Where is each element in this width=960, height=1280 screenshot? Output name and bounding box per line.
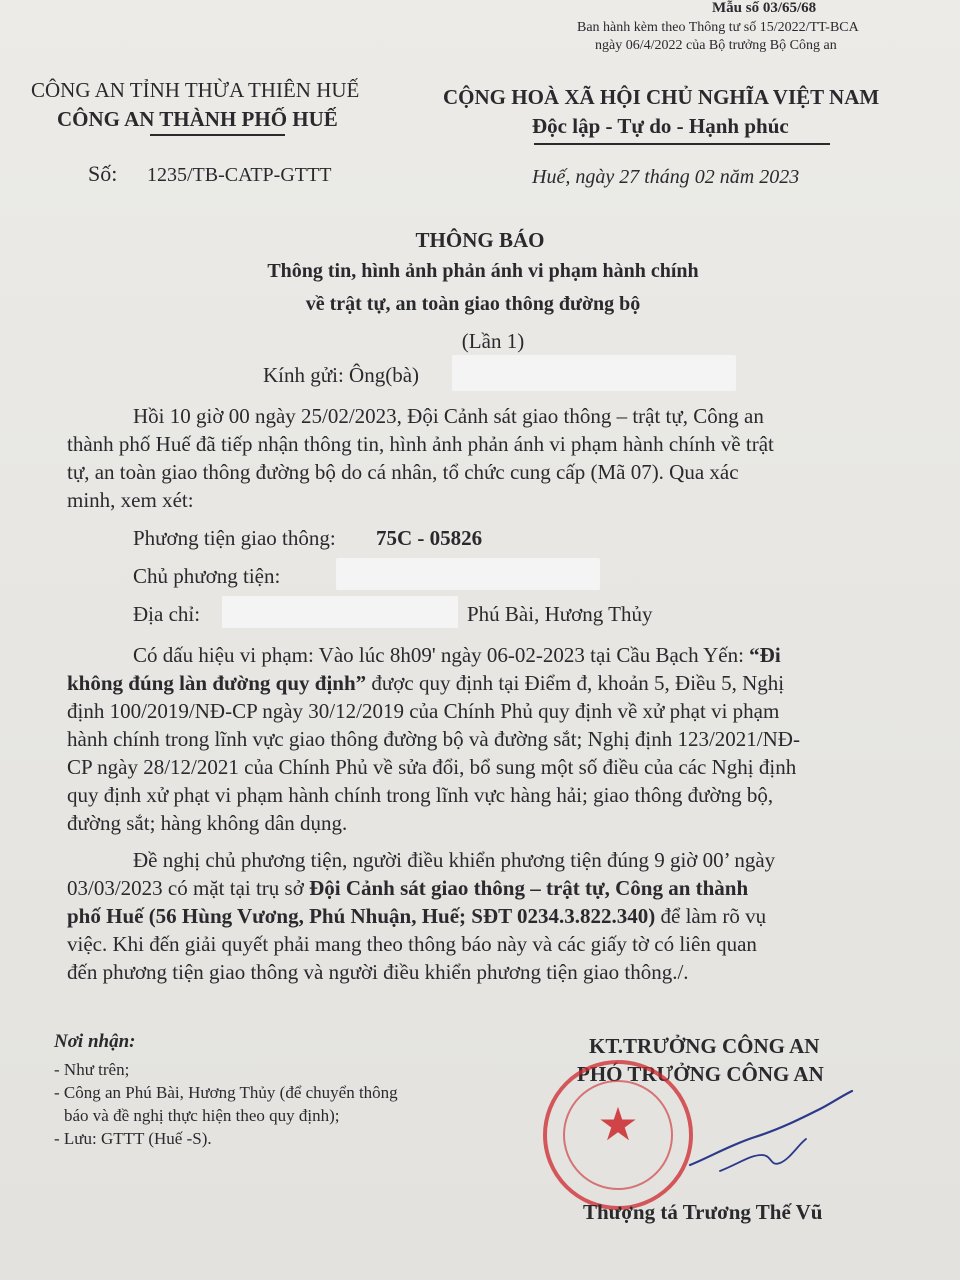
request-line-4: việc. Khi đến giải quyết phải mang theo thông báo này và các giấy tờ có liên quan <box>67 932 757 956</box>
edition-label: (Lần 1) <box>461 329 525 353</box>
doc-number-value: 1235/TB-CATP-GTTT <box>147 164 332 186</box>
issued-note-line2: ngày 06/4/2022 của Bộ trưởng Bộ Công an <box>595 38 837 53</box>
owner-label: Chủ phương tiện: <box>133 564 281 588</box>
signer-name: Thượng tá Trương Thế Vũ <box>583 1200 823 1224</box>
country-name: CỘNG HOÀ XÃ HỘI CHỦ NGHĨA VIỆT NAM <box>443 85 880 109</box>
violation-line-3: định 100/2019/NĐ-CP ngày 30/12/2019 của Chính Phủ quy định về xử phạt vi phạm <box>67 699 780 723</box>
request-line-5: đến phương tiện giao thông và người điều khiển phương tiện giao thông./. <box>67 960 689 984</box>
recipients-item-2-line-1: - Công an Phú Bài, Hương Thủy (để chuyển thông <box>54 1083 398 1102</box>
intro-line-4: minh, xem xét: <box>67 488 194 512</box>
document-subtitle-2: về trật tự, an toàn giao thông đường bộ <box>305 293 641 315</box>
violation-line-1-text: Có dấu hiệu vi phạm: Vào lúc 8h09' ngày 06-02-2023 tại Cầu Bạch Yến: <box>133 643 744 667</box>
intro-line-1: Hồi 10 giờ 00 ngày 25/02/2023, Đội Cảnh sát giao thông – trật tự, Công an <box>133 404 764 428</box>
recipient-label: Kính gửi: Ông(bà) <box>263 363 420 387</box>
request-line-3-text: để làm rõ vụ <box>660 904 767 928</box>
place-date: Huế, ngày 27 tháng 02 năm 2023 <box>532 166 800 188</box>
issued-note-line1: Ban hành kèm theo Thông tư số 15/2022/TT-BCA <box>577 20 859 35</box>
signature-title-2: PHÓ TRƯỞNG CÔNG AN <box>577 1062 824 1086</box>
agency-name: CÔNG AN THÀNH PHỐ HUẾ <box>57 107 338 131</box>
violation-line-7: đường sắt; hàng không dân dụng. <box>67 811 348 835</box>
motto-underline <box>534 143 830 145</box>
plate-label: Phương tiện giao thông: <box>133 526 336 550</box>
seal-star-icon: ★ <box>597 1099 639 1150</box>
request-line-2 <box>67 876 748 901</box>
star-seal-icon <box>543 1060 693 1210</box>
violation-line-6: quy định xử phạt vi phạm hành chính trong lĩnh vực hàng hải; giao thông đường bộ, <box>67 783 774 807</box>
violation-line-2 <box>67 671 784 696</box>
form-number: Mẫu số 03/65/68 <box>712 0 817 16</box>
agency-parent: CÔNG AN TỈNH THỪA THIÊN HUẾ <box>31 78 360 102</box>
agency-underline <box>150 134 285 136</box>
request-line-3 <box>67 904 766 929</box>
recipients-item-1: - Như trên; <box>54 1060 130 1079</box>
request-office-address: phố Huế (56 Hùng Vương, Phú Nhuận, Huế; SĐT 0234.3.822.340) <box>67 904 656 928</box>
address-label: Địa chỉ: <box>133 602 201 626</box>
signature-title-1: KT.TRƯỞNG CÔNG AN <box>589 1034 820 1058</box>
address-value: Phú Bài, Hương Thủy <box>467 602 653 626</box>
handwritten-signature-icon <box>680 1085 880 1195</box>
recipients-item-2-line-2: báo và đề nghị thực hiện theo quy định); <box>64 1106 340 1125</box>
recipients-heading: Nơi nhận: <box>54 1031 136 1052</box>
violation-name: không đúng làn đường quy định” <box>67 671 367 695</box>
doc-number-label: Số: <box>88 161 118 186</box>
intro-line-2: thành phố Huế đã tiếp nhận thông tin, hình ảnh phản ánh vi phạm hành chính về trật <box>67 432 774 456</box>
document-subtitle-1: Thông tin, hình ảnh phản ánh vi phạm hành chính <box>267 260 699 282</box>
violation-line-4: hành chính trong lĩnh vực giao thông đường bộ và đường sắt; Nghị định 123/2021/NĐ- <box>67 727 800 751</box>
document-title: THÔNG BÁO <box>415 228 545 252</box>
violation-line-5: CP ngày 28/12/2021 của Chính Phủ về sửa đổi, bổ sung một số điều của các Nghị định <box>67 755 797 779</box>
request-office: Đội Cảnh sát giao thông – trật tự, Công an thành <box>309 876 749 900</box>
recipient-name-redacted <box>452 355 736 391</box>
request-line-1: Đề nghị chủ phương tiện, người điều khiển phương tiện đúng 9 giờ 00’ ngày <box>133 848 776 872</box>
request-line-2-text: 03/03/2023 có mặt tại trụ sở <box>67 876 304 900</box>
violation-line-1-bold: “Đi <box>749 643 781 667</box>
plate-value: 75C - 05826 <box>376 526 483 550</box>
intro-line-3: tự, an toàn giao thông đường bộ do cá nhân, tổ chức cung cấp (Mã 07). Qua xác <box>67 460 739 484</box>
address-redacted <box>222 596 458 628</box>
violation-line-2-text: được quy định tại Điểm đ, khoản 5, Điều 5, Nghị <box>371 671 785 695</box>
violation-line-1 <box>133 643 781 668</box>
recipients-item-3: - Lưu: GTTT (Huế -S). <box>54 1129 212 1148</box>
owner-name-redacted <box>336 558 600 590</box>
national-motto: Độc lập - Tự do - Hạnh phúc <box>532 114 789 138</box>
